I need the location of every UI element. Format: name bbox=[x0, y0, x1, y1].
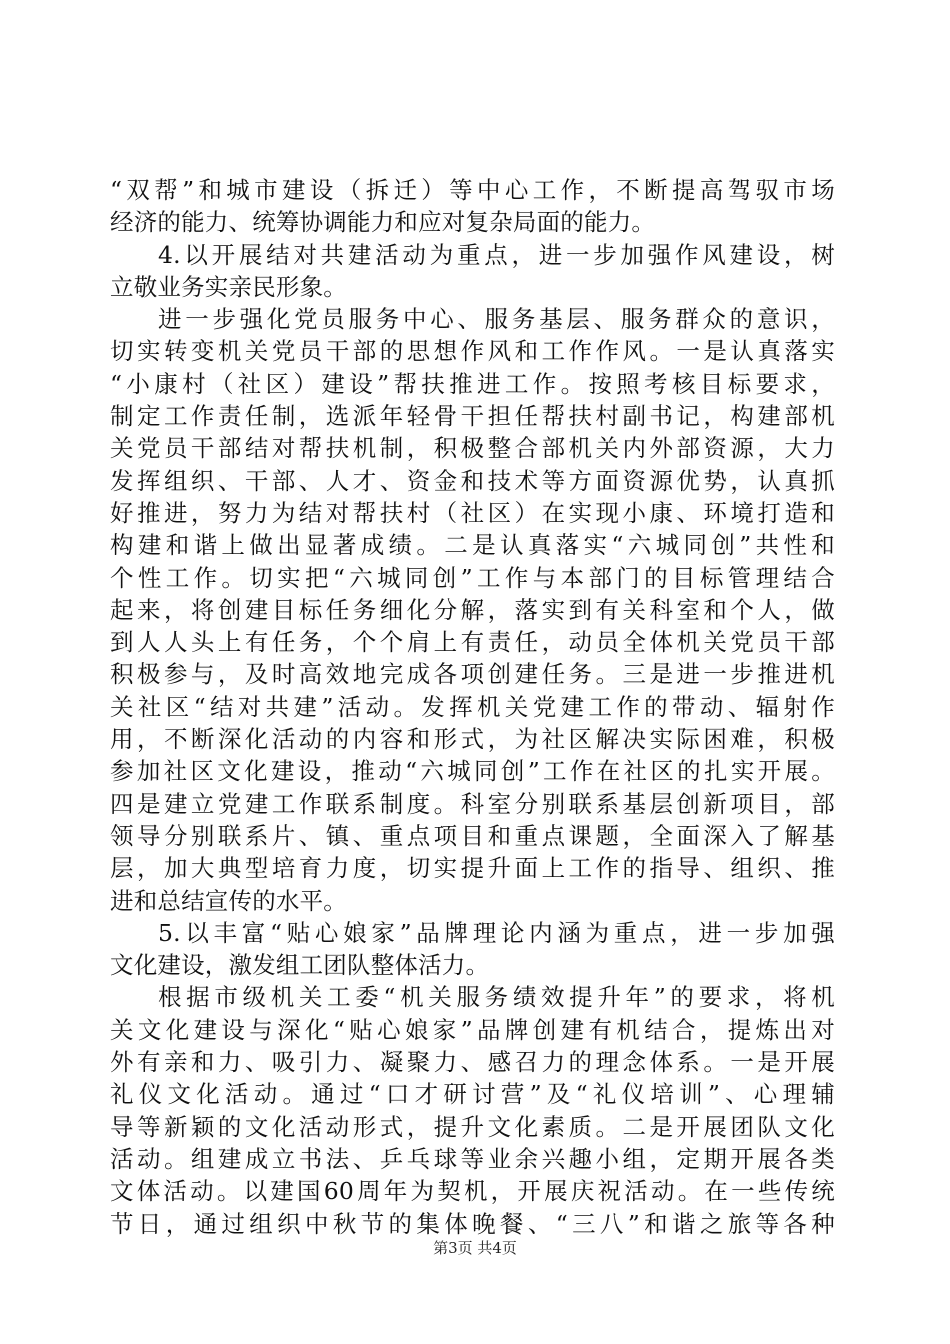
text-line: 领导分别联系片、镇、重点项目和重点课题，全面深入了解基 bbox=[110, 821, 835, 850]
text-line: 关党员干部结对帮扶机制，积极整合部机关内外部资源，大力 bbox=[110, 434, 835, 463]
text-line: 层，加大典型培育力度，切实提升面上工作的指导、组织、推 bbox=[110, 854, 835, 883]
text-line: 构建和谐上做出显著成绩。二是认真落实“六城同创”共性和 bbox=[110, 531, 835, 560]
text-line: 四是建立党建工作联系制度。科室分别联系基层创新项目，部 bbox=[110, 789, 835, 818]
text-line: 进和总结宣传的水平。 bbox=[110, 886, 347, 915]
text-line: 积极参与，及时高效地完成各项创建任务。三是进一步推进机 bbox=[110, 660, 835, 689]
text-line: “小康村（社区）建设”帮扶推进工作。按照考核目标要求， bbox=[110, 369, 835, 398]
text-line: 关社区“结对共建”活动。发挥机关党建工作的带动、辐射作 bbox=[110, 692, 835, 721]
text-line: 发挥组织、干部、人才、资金和技术等方面资源优势，认真抓 bbox=[110, 466, 835, 495]
text-line: 活动。组建成立书法、乒乓球等业余兴趣小组，定期开展各类 bbox=[110, 1144, 835, 1173]
text-line: 导等新颖的文化活动形式，提升文化素质。二是开展团队文化 bbox=[110, 1112, 835, 1141]
text-line: 经济的能力、统筹协调能力和应对复杂局面的能力。 bbox=[110, 208, 656, 237]
text-line: 起来，将创建目标任务细化分解，落实到有关科室和个人，做 bbox=[110, 595, 835, 624]
page-number-footer: 第3页 共4页 bbox=[433, 1239, 517, 1257]
document-body bbox=[110, 174, 835, 1240]
text-line: “双帮”和城市建设（拆迁）等中心工作，不断提高驾驭市场 bbox=[110, 176, 835, 204]
text-line: 好推进，努力为结对帮扶村（社区）在实现小康、环境打造和 bbox=[110, 498, 835, 527]
text-line: 到人人头上有任务，个个肩上有责任，动员全体机关党员干部 bbox=[110, 628, 835, 657]
section-heading-line: 5.以丰富“贴心娘家”品牌理论内涵为重点，进一步加强 bbox=[158, 918, 835, 947]
text-line: 根据市级机关工委“机关服务绩效提升年”的要求，将机 bbox=[158, 983, 835, 1012]
text-line: 外有亲和力、吸引力、凝聚力、感召力的理念体系。一是开展 bbox=[110, 1048, 835, 1077]
text-line: 制定工作责任制，选派年轻骨干担任帮扶村副书记，构建部机 bbox=[110, 402, 835, 431]
text-line: 节日，通过组织中秋节的集体晚餐、“三八”和谐之旅等各种 bbox=[110, 1209, 835, 1238]
text-line: 个性工作。切实把“六城同创”工作与本部门的目标管理结合 bbox=[110, 563, 835, 592]
text-line: 参加社区文化建设，推动“六城同创”工作在社区的扎实开展。 bbox=[110, 757, 835, 786]
section-heading-line: 文化建设，激发组工团队整体活力。 bbox=[110, 951, 490, 980]
text-line: 关文化建设与深化“贴心娘家”品牌创建有机结合，提炼出对 bbox=[110, 1015, 835, 1044]
text-line: 切实转变机关党员干部的思想作风和工作作风。一是认真落实 bbox=[110, 337, 835, 366]
text-line: 进一步强化党员服务中心、服务基层、服务群众的意识， bbox=[158, 305, 835, 334]
text-line: 用，不断深化活动的内容和形式，为社区解决实际困难，积极 bbox=[110, 725, 835, 754]
section-heading-line: 4.以开展结对共建活动为重点，进一步加强作风建设，树 bbox=[158, 240, 835, 269]
section-heading-line: 立敬业务实亲民形象。 bbox=[110, 272, 347, 301]
text-line: 文体活动。以建国60周年为契机，开展庆祝活动。在一些传统 bbox=[110, 1177, 835, 1206]
text-line: 礼仪文化活动。通过“口才研讨营”及“礼仪培训”、心理辅 bbox=[110, 1080, 835, 1109]
